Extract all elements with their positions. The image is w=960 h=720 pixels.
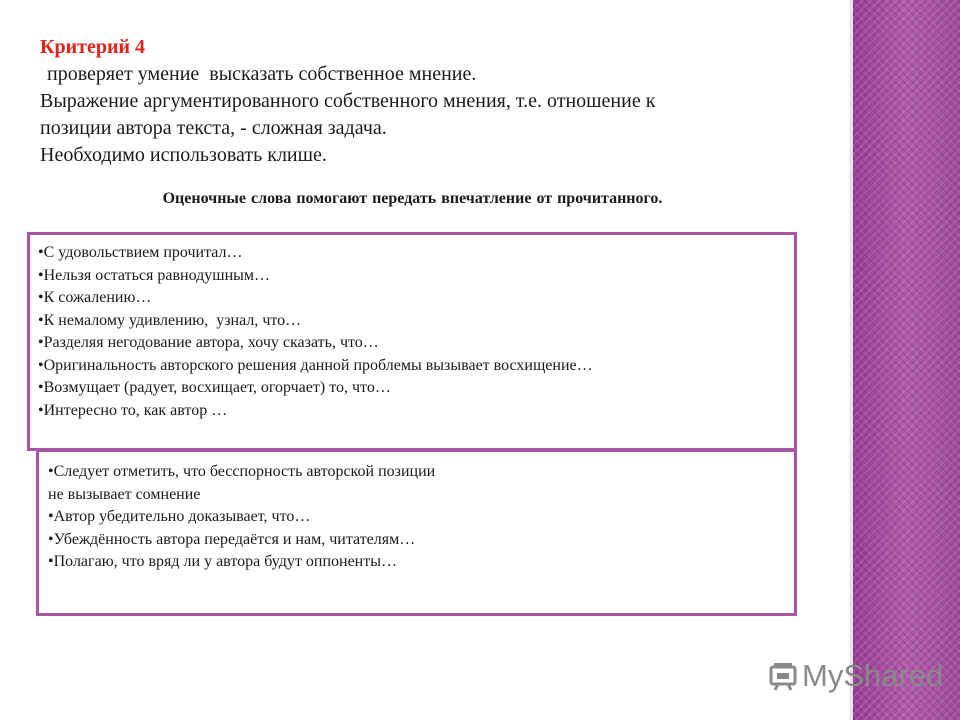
- intro-block: [40, 34, 830, 169]
- list-item: •Автор убедительно доказывает, что…: [48, 508, 311, 525]
- intro-line-4: Необходимо использовать клише.: [40, 144, 327, 166]
- list-item: •Интересно то, как автор …: [38, 401, 228, 419]
- list-item: •К немалому удивлению, узнал, что…: [38, 311, 302, 329]
- intro-line-1: проверяет умение высказать собственное мнение.: [42, 63, 477, 85]
- list-item: •Следует отметить, что бесспорность авторской позиции: [48, 463, 436, 480]
- list-item: •Полагаю, что вряд ли у автора будут оппоненты…: [48, 553, 397, 570]
- list-item: •К сожалению…: [38, 289, 152, 306]
- list-item: •С удовольствием прочитал…: [38, 244, 243, 261]
- intro-line-2: Выражение аргументированного собственного мнения, т.е. отношение к: [40, 90, 656, 112]
- list-item: не вызывает сомнение: [48, 485, 201, 503]
- criterion-title: Критерий 4: [40, 36, 146, 58]
- projector-screen-icon: [768, 661, 798, 691]
- list-item: •Возмущает (радует, восхищает, огорчает) то, что…: [38, 379, 391, 396]
- phrases-box-2: [36, 449, 797, 616]
- watermark-text: MyShared: [802, 658, 944, 693]
- phrases-box-1: [27, 232, 797, 451]
- list-item: •Убеждённость автора передаётся и нам, читателям…: [48, 530, 416, 548]
- side-decorative-stripe: [853, 0, 960, 720]
- list-item: •Оригинальность авторского решения данной проблемы вызывает восхищение…: [38, 356, 593, 374]
- list-item: •Разделяя негодование автора, хочу сказать, что…: [38, 334, 379, 351]
- intro-line-3: позиции автора текста, - сложная задача.: [40, 117, 387, 139]
- subheading: Оценочные слова помогают передать впечатление от прочитанного.: [162, 190, 663, 207]
- list-item: •Нельзя остаться равнодушным…: [38, 266, 270, 284]
- watermark-logo: [768, 656, 943, 696]
